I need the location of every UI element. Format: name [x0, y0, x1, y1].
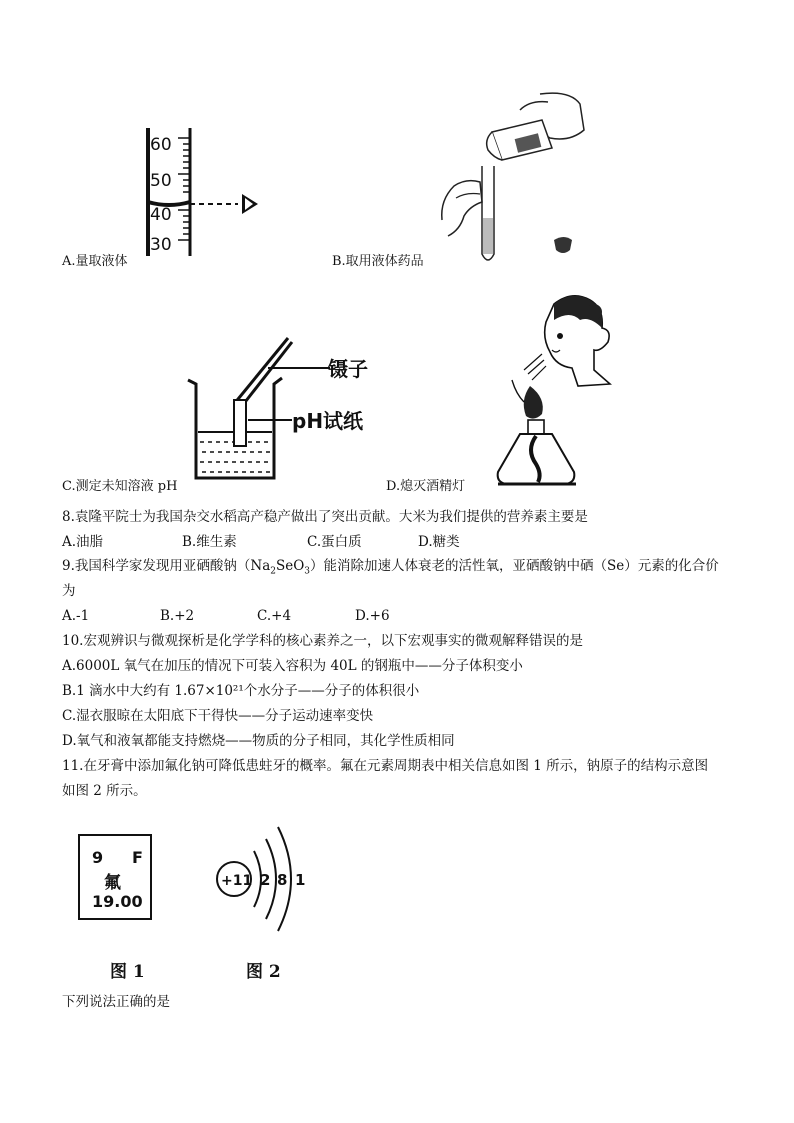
q8-stem: 8.袁隆平院士为我国杂交水稻高产稳产做出了突出贡献。大米为我们提供的营养素主要是: [62, 509, 588, 525]
shell-electrons-1: 2: [260, 871, 271, 889]
q9-stem-mid: SeO: [275, 558, 305, 574]
q10-option-c: C.湿衣服晾在太阳底下干得快——分子运动速率变快: [62, 708, 374, 724]
atomic-mass: 19.00: [92, 892, 143, 911]
q8-option-c: C.蛋白质: [307, 534, 362, 550]
figure-2-caption: 图 2: [246, 962, 281, 982]
element-card: [78, 834, 152, 920]
q11-stem-line2: 如图 2 所示。: [62, 783, 147, 799]
q11-stem-line1: 11.在牙膏中添加氟化钠可降低患蛀牙的概率。氟在元素周期表中相关信息如图 1 所示，钠原子的结构示意图: [62, 758, 709, 774]
extinguish-lamp-illustration: [490, 290, 630, 490]
q9-stem-pre: 9.我国科学家发现用亚硒酸钠（Na: [62, 558, 271, 574]
figure-b: [430, 90, 600, 270]
figure-c: [180, 332, 390, 482]
tick-label: 50: [150, 171, 172, 191]
shell-electrons-3: 1: [295, 871, 306, 889]
q10-option-d: D.氧气和液氧都能支持燃烧——物质的分子相同，其化学性质相同: [62, 733, 455, 749]
q9-option-c: C.+4: [257, 608, 292, 624]
tick-label: 30: [150, 235, 172, 255]
q9-option-b: B.+2: [160, 608, 195, 624]
pouring-liquid-illustration: [430, 90, 600, 270]
ph-test-illustration: [180, 332, 390, 482]
q10-stem: 10.宏观辨识与微观探析是化学学科的核心素养之一，以下宏观事实的微观解释错误的是: [62, 633, 583, 649]
figure-d-caption: D.熄灭酒精灯: [386, 479, 466, 494]
tick-label: 60: [150, 135, 172, 155]
figure-a-caption: A.量取液体: [62, 254, 128, 269]
atom-structure: [210, 815, 320, 945]
figure-a: [120, 128, 280, 258]
q9-stem-line2: 为: [62, 583, 76, 599]
element-name: 氟: [104, 873, 121, 893]
atom-diagram: [210, 815, 320, 945]
q8-option-a: A.油脂: [62, 534, 104, 550]
q8-option-b: B.维生素: [182, 534, 237, 550]
q9-sub-3: 3: [304, 566, 311, 577]
shell-electrons-2: 8: [277, 871, 288, 889]
tweezers-label: 镊子: [328, 357, 368, 381]
q8-option-d: D.糖类: [418, 534, 460, 550]
figure-d: [490, 290, 630, 490]
q9-stem: [62, 557, 719, 581]
atomic-number: 9: [92, 848, 104, 867]
element-symbol: F: [132, 848, 143, 867]
nucleus-charge: +11: [221, 873, 253, 889]
q9-option-d: D.+6: [355, 608, 390, 624]
figure-c-caption: C.测定未知溶液 pH: [62, 479, 178, 494]
figure-1-caption: 图 1: [110, 962, 145, 982]
q9-stem-post: ）能消除加速人体衰老的活性氧，亚硒酸钠中硒（Se）元素的化合价: [310, 558, 719, 574]
q9-sub-2: 2: [270, 566, 276, 577]
ph-paper-label: pH试纸: [292, 409, 364, 433]
graduated-cylinder-illustration: [120, 128, 280, 258]
figure-b-caption: B.取用液体药品: [332, 254, 424, 269]
q10-option-b: B.1 滴水中大约有 1.67×10²¹个水分子——分子的体积很小: [62, 683, 420, 699]
q9-option-a: A.-1: [62, 608, 90, 624]
q11-closing: 下列说法正确的是: [62, 994, 170, 1010]
q10-option-a: A.6000L 氧气在加压的情况下可装入容积为 40L 的钢瓶中——分子体积变小: [62, 658, 523, 674]
tick-label: 40: [150, 205, 172, 225]
